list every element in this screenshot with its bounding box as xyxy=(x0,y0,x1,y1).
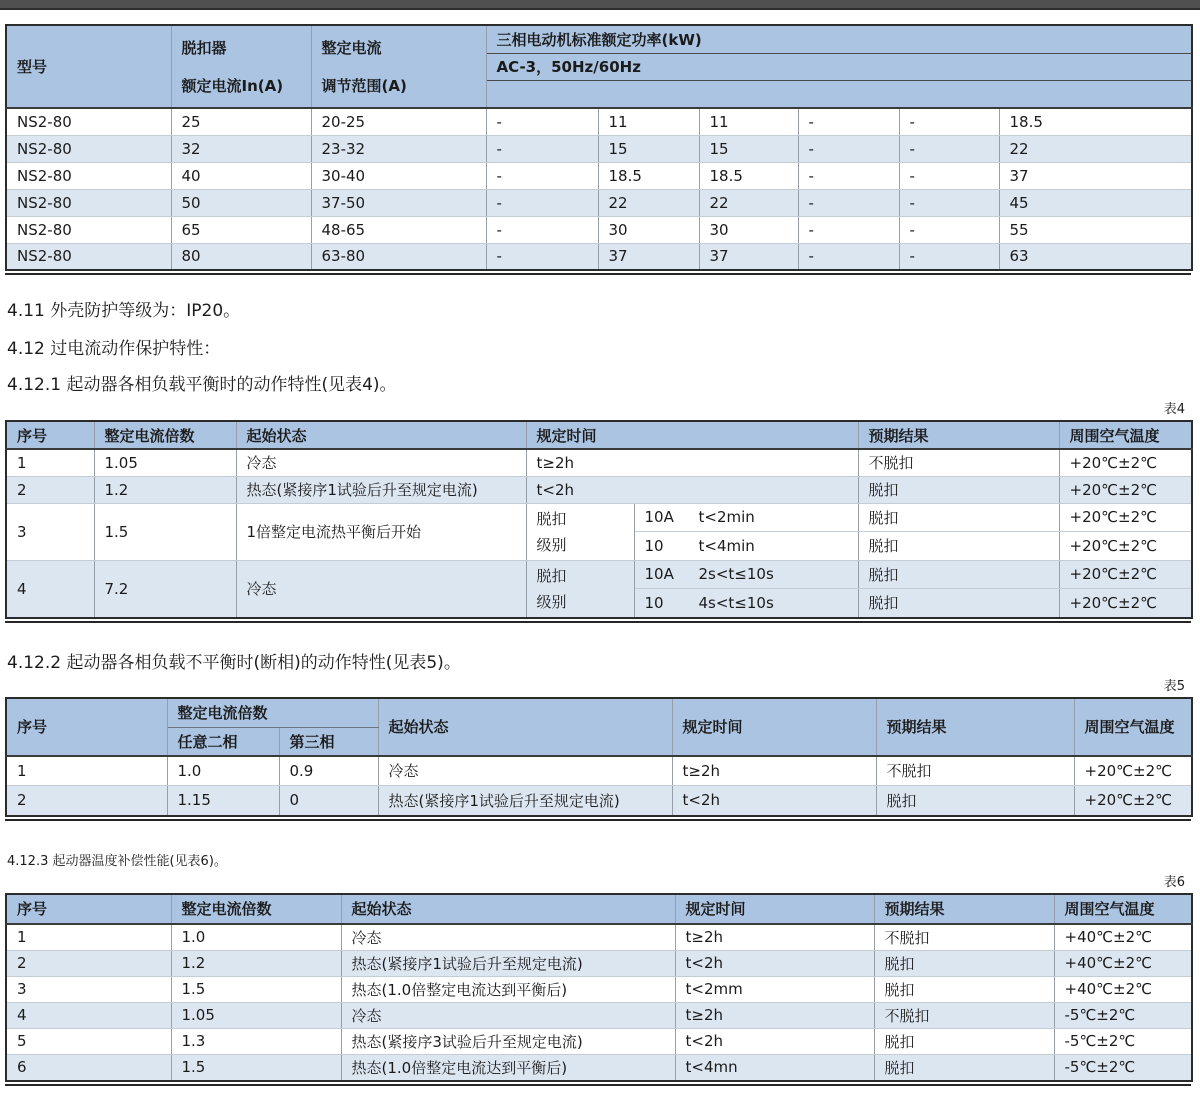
cell-rated-current: 65 xyxy=(171,216,311,243)
table5-body xyxy=(6,756,1192,816)
cell-rated-current: 32 xyxy=(171,135,311,162)
table4-head xyxy=(6,421,1192,449)
header-ambient-temp: 周围空气温度 xyxy=(1054,894,1192,924)
cell-adjust-range: 37-50 xyxy=(311,189,486,216)
table6-head xyxy=(6,894,1192,924)
time-class-value: 10A xyxy=(644,508,674,527)
cell-trip-class xyxy=(526,503,634,560)
heading-4-12: 4.12 过电流动作保护特性： xyxy=(7,339,221,359)
header-expected-result: 预期结果 xyxy=(858,421,1059,449)
table-row xyxy=(6,135,1192,162)
table-row xyxy=(6,162,1192,189)
cell-no: 6 xyxy=(6,1054,171,1081)
cell-time: t<4mn xyxy=(675,1054,874,1081)
cell-model: NS2-80 xyxy=(6,162,171,189)
table-row xyxy=(6,1054,1192,1081)
cell-multiple: 1.2 xyxy=(171,950,341,976)
table5-head xyxy=(6,698,1192,756)
trip-class-line: 级别 xyxy=(536,592,567,611)
cell-trip-class xyxy=(526,560,634,618)
cell-kw-1: 15 xyxy=(598,135,699,162)
cell-multiple: 1.5 xyxy=(171,976,341,1002)
cell-time xyxy=(634,560,858,589)
cell-rated-current: 25 xyxy=(171,108,311,135)
table-row xyxy=(6,25,1192,53)
cell-third-phase: 0 xyxy=(279,786,378,816)
cell-kw-5: 45 xyxy=(999,189,1192,216)
cell-any-two-phase: 1.15 xyxy=(167,786,279,816)
table6-wrapper xyxy=(5,893,1191,1086)
cell-kw-0: - xyxy=(486,189,598,216)
cell-time: t≥2h xyxy=(672,756,876,786)
cell-temp: +40℃±2℃ xyxy=(1054,976,1192,1002)
cell-kw-0: - xyxy=(486,243,598,270)
cell-adjust-range: 23-32 xyxy=(311,135,486,162)
table-row xyxy=(6,421,1192,449)
table-row xyxy=(6,894,1192,924)
cell-kw-3: - xyxy=(798,216,899,243)
cell-adjust-range: 30-40 xyxy=(311,162,486,189)
cell-result: 不脱扣 xyxy=(876,756,1074,786)
cell-kw-2: 22 xyxy=(699,189,798,216)
cell-state: 冷态 xyxy=(341,1002,675,1028)
cell-kw-0: - xyxy=(486,216,598,243)
header-line: 调节范围(A) xyxy=(321,77,407,95)
cell-rated-current: 40 xyxy=(171,162,311,189)
table-row xyxy=(6,216,1192,243)
cell-third-phase: 0.9 xyxy=(279,756,378,786)
cell-kw-2: 30 xyxy=(699,216,798,243)
cell-no: 3 xyxy=(6,976,171,1002)
table-row xyxy=(6,1028,1192,1054)
cell-adjust-range: 63-80 xyxy=(311,243,486,270)
spec-table-head xyxy=(6,25,1192,108)
table-row xyxy=(6,476,1192,503)
cell-kw-4: - xyxy=(899,108,999,135)
cell-kw-1: 22 xyxy=(598,189,699,216)
cell-no: 2 xyxy=(6,950,171,976)
table-row xyxy=(6,976,1192,1002)
cell-temp: +20℃±2℃ xyxy=(1059,532,1192,561)
table-row xyxy=(6,1002,1192,1028)
header-initial-state: 起始状态 xyxy=(341,894,675,924)
time-class-value: 10 xyxy=(644,536,664,555)
table4-label: 表4 xyxy=(1163,402,1185,417)
cell-no: 2 xyxy=(6,786,167,816)
header-any-two-phase: 任意二相 xyxy=(167,728,279,756)
cell-time: t≥2h xyxy=(675,924,874,951)
table6-body xyxy=(6,924,1192,1081)
table-row xyxy=(6,560,1192,589)
header-ac3: AC-3，50Hz/60Hz xyxy=(486,53,1192,80)
cell-model: NS2-80 xyxy=(6,243,171,270)
cell-result: 脱扣 xyxy=(874,976,1054,1002)
cell-kw-4: - xyxy=(899,243,999,270)
header-ambient-temp: 周围空气温度 xyxy=(1059,421,1192,449)
cell-adjust-range: 48-65 xyxy=(311,216,486,243)
cell-no: 5 xyxy=(6,1028,171,1054)
table4-body xyxy=(6,449,1192,618)
cell-multiple: 7.2 xyxy=(94,560,236,618)
cell-state: 冷态 xyxy=(236,449,526,476)
cell-result: 脱扣 xyxy=(874,950,1054,976)
table-row xyxy=(6,924,1192,951)
cell-no: 1 xyxy=(6,756,167,786)
table5-wrapper xyxy=(5,697,1191,821)
trip-class-line: 级别 xyxy=(536,535,567,554)
header-empty-row xyxy=(486,80,1192,108)
table-row xyxy=(6,449,1192,476)
header-expected-result: 预期结果 xyxy=(876,698,1074,756)
table5-label: 表5 xyxy=(1163,678,1185,694)
table6-label: 表6 xyxy=(1163,874,1185,890)
cell-result: 脱扣 xyxy=(876,786,1074,816)
cell-multiple: 1.5 xyxy=(171,1054,341,1081)
cell-multiple: 1.0 xyxy=(171,924,341,951)
header-ambient-temp: 周围空气温度 xyxy=(1074,698,1192,756)
cell-time: t<2mm xyxy=(675,976,874,1002)
cell-rated-current: 50 xyxy=(171,189,311,216)
header-line: 额定电流In(A) xyxy=(181,77,284,95)
spec-table xyxy=(5,24,1193,271)
spec-table-body xyxy=(6,108,1192,270)
cell-temp: +40℃±2℃ xyxy=(1054,950,1192,976)
table-row xyxy=(6,756,1192,786)
cell-time xyxy=(634,589,858,618)
table-row xyxy=(6,243,1192,270)
cell-time: t≥2h xyxy=(675,1002,874,1028)
header-third-phase: 第三相 xyxy=(279,728,378,756)
cell-time: t<2h xyxy=(526,476,858,503)
cell-result: 脱扣 xyxy=(874,1054,1054,1081)
cell-no: 4 xyxy=(6,560,94,618)
header-current-multiple: 整定电流倍数 xyxy=(171,894,341,924)
table-row xyxy=(6,108,1192,135)
cell-adjust-range: 20-25 xyxy=(311,108,486,135)
cell-result: 不脱扣 xyxy=(874,924,1054,951)
header-current-multiple-group: 整定电流倍数 xyxy=(167,698,378,728)
cell-result: 不脱扣 xyxy=(858,449,1059,476)
cell-time: t<2h xyxy=(675,950,874,976)
cell-kw-4: - xyxy=(899,162,999,189)
cell-result: 脱扣 xyxy=(858,589,1059,618)
cell-multiple: 1.2 xyxy=(94,476,236,503)
table-row xyxy=(6,786,1192,816)
cell-kw-5: 55 xyxy=(999,216,1192,243)
cell-result: 脱扣 xyxy=(858,476,1059,503)
cell-no: 4 xyxy=(6,1002,171,1028)
cell-model: NS2-80 xyxy=(6,189,171,216)
time-value: t<4min xyxy=(698,536,755,555)
cell-time xyxy=(634,503,858,532)
table-row xyxy=(6,189,1192,216)
cell-no: 1 xyxy=(6,924,171,951)
cell-temp: -5℃±2℃ xyxy=(1054,1002,1192,1028)
cell-kw-5: 18.5 xyxy=(999,108,1192,135)
cell-kw-2: 11 xyxy=(699,108,798,135)
header-specified-time: 规定时间 xyxy=(675,894,874,924)
cell-time: t≥2h xyxy=(526,449,858,476)
cell-kw-2: 37 xyxy=(699,243,798,270)
cell-state: 热态(紧接序1试验后升至规定电流) xyxy=(236,476,526,503)
cell-rated-current: 80 xyxy=(171,243,311,270)
header-initial-state: 起始状态 xyxy=(378,698,672,756)
cell-kw-3: - xyxy=(798,135,899,162)
cell-kw-4: - xyxy=(899,189,999,216)
spec-table-wrapper xyxy=(5,24,1191,275)
cell-state: 1倍整定电流热平衡后开始 xyxy=(236,503,526,560)
heading-4-12-3: 4.12.3 起动器温度补偿性能(见表6)。 xyxy=(7,853,227,869)
cell-temp: +20℃±2℃ xyxy=(1059,560,1192,589)
cell-temp: +20℃±2℃ xyxy=(1059,589,1192,618)
cell-temp: +20℃±2℃ xyxy=(1059,476,1192,503)
cell-model: NS2-80 xyxy=(6,216,171,243)
cell-any-two-phase: 1.0 xyxy=(167,756,279,786)
header-line: 整定电流 xyxy=(321,39,382,57)
cell-result: 脱扣 xyxy=(858,532,1059,561)
cell-state: 冷态 xyxy=(378,756,672,786)
cell-kw-0: - xyxy=(486,135,598,162)
cell-model: NS2-80 xyxy=(6,135,171,162)
header-no: 序号 xyxy=(6,894,171,924)
cell-kw-0: - xyxy=(486,108,598,135)
header-motor-power-group: 三相电动机标准额定功率(kW) xyxy=(486,25,1192,53)
cell-kw-3: - xyxy=(798,108,899,135)
cell-multiple: 1.05 xyxy=(171,1002,341,1028)
header-current-multiple: 整定电流倍数 xyxy=(94,421,236,449)
cell-kw-4: - xyxy=(899,216,999,243)
cell-kw-2: 18.5 xyxy=(699,162,798,189)
header-expected-result: 预期结果 xyxy=(874,894,1054,924)
cell-result: 不脱扣 xyxy=(874,1002,1054,1028)
time-value: 4s<t≤10s xyxy=(698,593,774,612)
trip-class-line: 脱扣 xyxy=(536,566,567,585)
cell-kw-5: 22 xyxy=(999,135,1192,162)
header-specified-time: 规定时间 xyxy=(672,698,876,756)
cell-multiple: 1.5 xyxy=(94,503,236,560)
cell-time xyxy=(634,532,858,561)
cell-no: 2 xyxy=(6,476,94,503)
cell-state: 热态(紧接序1试验后升至规定电流) xyxy=(378,786,672,816)
cell-kw-3: - xyxy=(798,162,899,189)
cell-temp: +20℃±2℃ xyxy=(1074,756,1192,786)
cell-kw-5: 37 xyxy=(999,162,1192,189)
header-no: 序号 xyxy=(6,421,94,449)
cell-state: 冷态 xyxy=(341,924,675,951)
cell-kw-1: 30 xyxy=(598,216,699,243)
document-page xyxy=(0,24,1200,1086)
header-setting-range xyxy=(311,25,486,108)
cell-temp: +20℃±2℃ xyxy=(1059,503,1192,532)
cell-kw-4: - xyxy=(899,135,999,162)
page-top-rule xyxy=(0,0,1200,10)
time-class-value: 10A xyxy=(644,565,674,584)
cell-model: NS2-80 xyxy=(6,108,171,135)
trip-class-line: 脱扣 xyxy=(536,509,567,528)
heading-4-12-2: 4.12.2 起动器各相负载不平衡时(断相)的动作特性(见表5)。 xyxy=(7,652,461,673)
cell-temp: -5℃±2℃ xyxy=(1054,1028,1192,1054)
table-row xyxy=(6,503,1192,532)
cell-result: 脱扣 xyxy=(874,1028,1054,1054)
cell-kw-1: 18.5 xyxy=(598,162,699,189)
table4-wrapper xyxy=(5,420,1191,623)
cell-result: 脱扣 xyxy=(858,560,1059,589)
cell-state: 热态(1.0倍整定电流达到平衡后) xyxy=(341,976,675,1002)
cell-kw-1: 11 xyxy=(598,108,699,135)
cell-state: 热态(紧接序1试验后升至规定电流) xyxy=(341,950,675,976)
cell-temp: +40℃±2℃ xyxy=(1054,924,1192,951)
heading-4-11: 4.11 外壳防护等级为：IP20。 xyxy=(7,301,241,321)
table4 xyxy=(5,420,1193,619)
cell-no: 3 xyxy=(6,503,94,560)
table6 xyxy=(5,893,1193,1082)
cell-state: 热态(1.0倍整定电流达到平衡后) xyxy=(341,1054,675,1081)
table-row xyxy=(6,950,1192,976)
cell-result: 脱扣 xyxy=(858,503,1059,532)
cell-multiple: 1.3 xyxy=(171,1028,341,1054)
table5 xyxy=(5,697,1193,817)
cell-temp: -5℃±2℃ xyxy=(1054,1054,1192,1081)
time-class-value: 10 xyxy=(644,593,664,612)
cell-kw-1: 37 xyxy=(598,243,699,270)
table-row xyxy=(6,698,1192,728)
header-model: 型号 xyxy=(6,25,171,108)
time-value: t<2min xyxy=(698,508,755,527)
cell-time: t<2h xyxy=(675,1028,874,1054)
cell-temp: +20℃±2℃ xyxy=(1059,449,1192,476)
header-initial-state: 起始状态 xyxy=(236,421,526,449)
header-specified-time: 规定时间 xyxy=(526,421,858,449)
cell-kw-2: 15 xyxy=(699,135,798,162)
cell-temp: +20℃±2℃ xyxy=(1074,786,1192,816)
cell-no: 1 xyxy=(6,449,94,476)
header-no: 序号 xyxy=(6,698,167,756)
cell-kw-3: - xyxy=(798,243,899,270)
cell-multiple: 1.05 xyxy=(94,449,236,476)
cell-kw-3: - xyxy=(798,189,899,216)
header-release-rated-current xyxy=(171,25,311,108)
cell-kw-0: - xyxy=(486,162,598,189)
cell-time: t<2h xyxy=(672,786,876,816)
cell-state: 冷态 xyxy=(236,560,526,618)
header-line: 脱扣器 xyxy=(181,39,227,57)
time-value: 2s<t≤10s xyxy=(698,565,774,584)
cell-kw-5: 63 xyxy=(999,243,1192,270)
heading-4-12-1: 4.12.1 起动器各相负载平衡时的动作特性(见表4)。 xyxy=(7,375,397,395)
cell-state: 热态(紧接序3试验后升至规定电流) xyxy=(341,1028,675,1054)
